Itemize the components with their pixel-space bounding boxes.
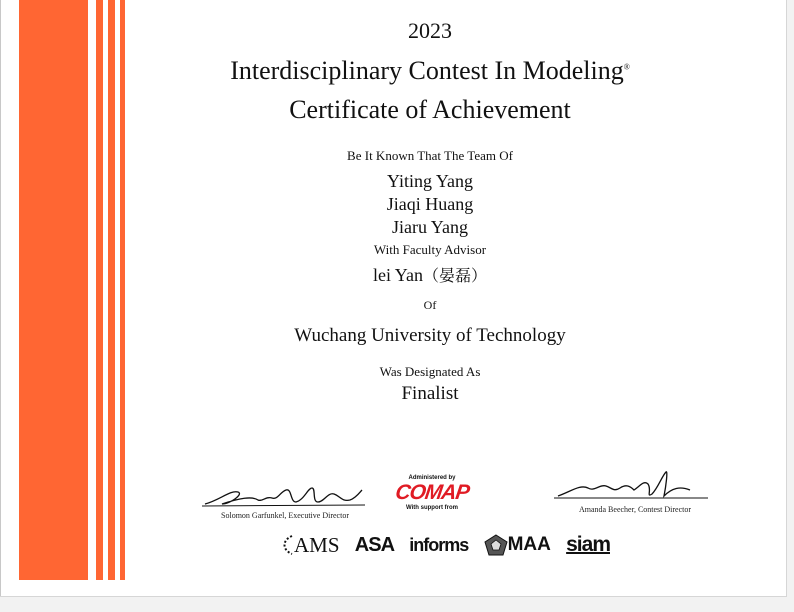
orange-stripe (108, 0, 115, 580)
asa-logo: ASA (354, 533, 395, 556)
administered-by-text: Administered by (408, 475, 456, 481)
of-text: Of (423, 298, 437, 312)
orange-band (19, 0, 88, 580)
administered-by-block (390, 475, 474, 511)
ams-arc-icon (280, 534, 294, 556)
comap-logo: COMAP (393, 481, 471, 504)
siam-logo: siam (566, 533, 610, 556)
award-title: Finalist (401, 383, 459, 404)
advisor-name-latin: lei Yan (372, 265, 423, 285)
signature-graphic (550, 466, 720, 504)
contest-director-signature (550, 466, 720, 514)
orange-stripe (120, 0, 125, 580)
informs-logo: informs (409, 534, 469, 555)
ams-logo (280, 533, 340, 558)
maa-polyhedron-icon (484, 534, 508, 556)
university-name: Wuchang University of Technology (294, 325, 566, 346)
executive-director-signature (200, 478, 370, 520)
page-border (0, 0, 1, 596)
orange-stripe (96, 0, 103, 580)
signature-caption: Solomon Garfunkel, Executive Director (221, 511, 349, 520)
advisor-label: With Faculty Advisor (373, 242, 487, 257)
maa-logo (484, 534, 551, 556)
advisor-name (130, 263, 730, 286)
team-member: Jiaqi Huang (386, 194, 474, 214)
advisor-name-cjk: （晏磊） (423, 266, 488, 285)
designated-text: Was Designated As (379, 364, 481, 379)
known-text: Be It Known That The Team Of (347, 148, 513, 163)
registered-mark: ® (623, 62, 630, 72)
maa-text: MAA (507, 534, 551, 555)
sponsor-logos (280, 530, 610, 560)
signature-caption: Amanda Beecher, Contest Director (578, 505, 692, 514)
certificate-year: 2023 (408, 18, 452, 43)
with-support-text: With support from (406, 505, 458, 511)
team-member: Jiaru Yang (391, 217, 468, 237)
ams-text: AMS (294, 532, 340, 557)
contest-title (130, 56, 730, 86)
signature-graphic (200, 478, 370, 510)
team-member: Yiting Yang (386, 171, 474, 191)
contest-name: Interdisciplinary Contest In Modeling (230, 56, 624, 85)
certificate-title: Certificate of Achievement (289, 95, 571, 124)
